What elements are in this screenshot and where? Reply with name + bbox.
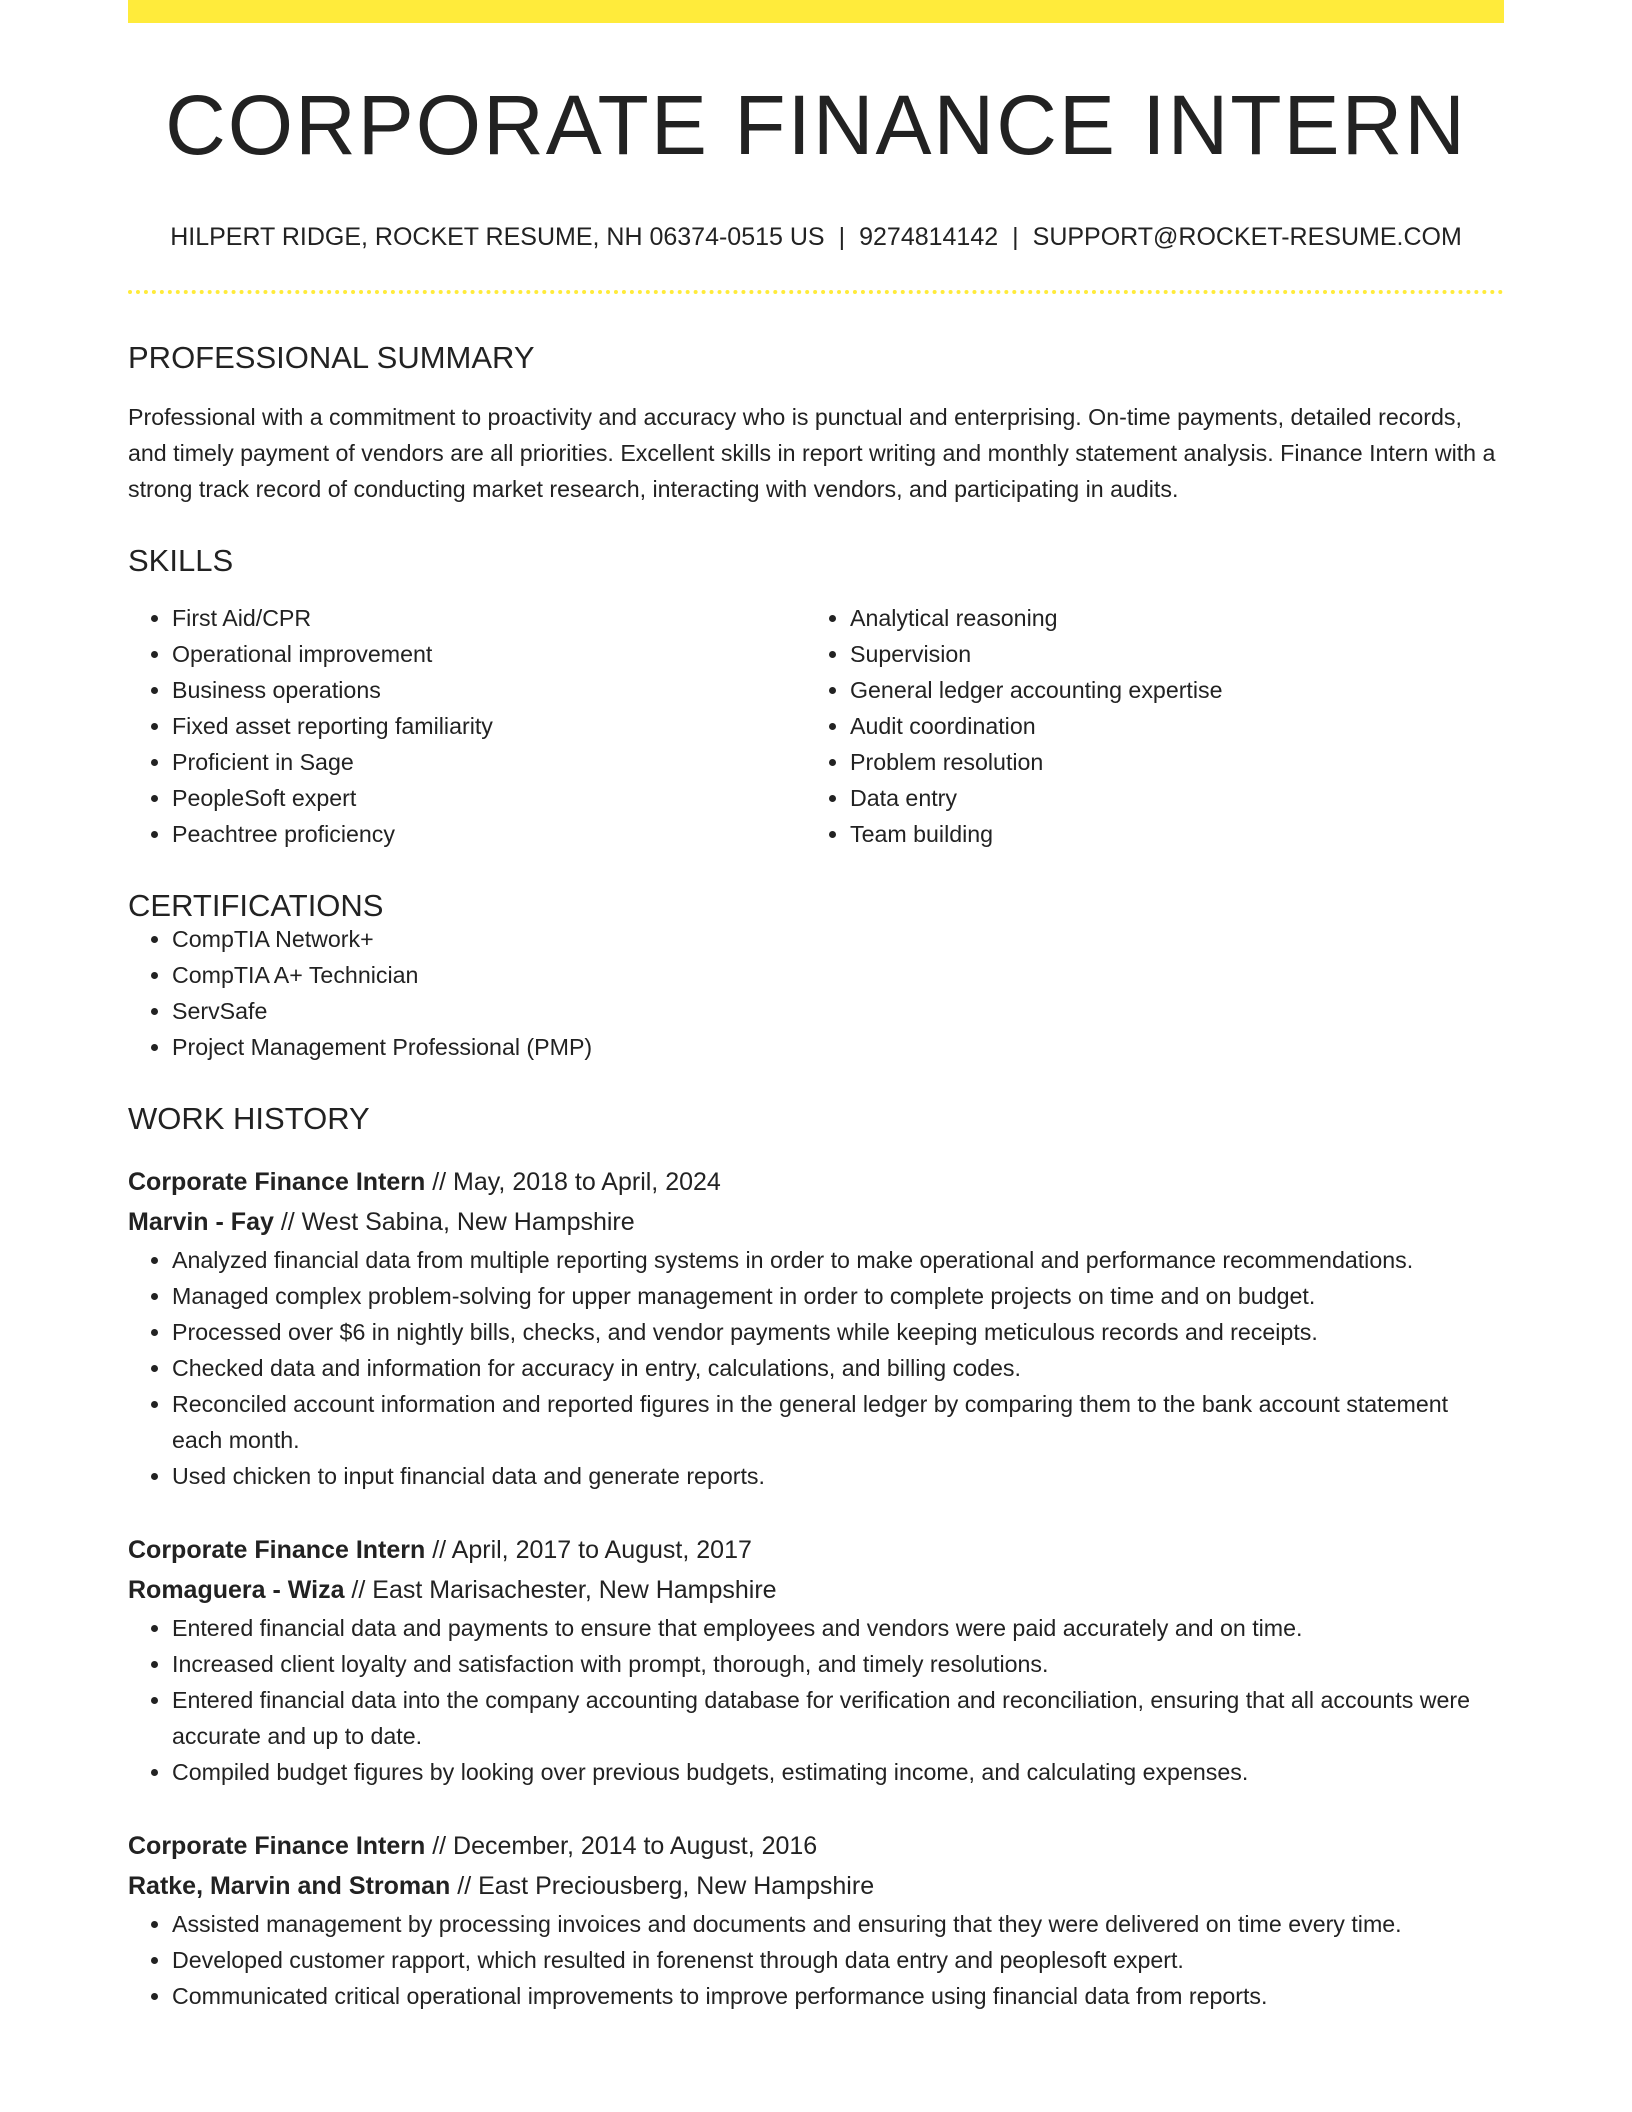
- list-item: • Increased client loyalty and satisfaction with prompt, thorough, and timely resolutions.: [172, 1646, 1504, 1682]
- list-item: • Assisted management by processing invoices and documents and ensuring that they were delivered on time every time.: [172, 1906, 1504, 1942]
- list-item: • Checked data and information for accuracy in entry, calculations, and billing codes.: [172, 1350, 1504, 1386]
- skills-list-right: [850, 600, 1484, 852]
- job-entry: [128, 1162, 1504, 1494]
- job-bullets: [128, 1242, 1504, 1494]
- list-item: • Reconciled account information and reported figures in the general ledger by comparing them to the bank account statement each month.: [172, 1386, 1504, 1458]
- job-title-line: [128, 1530, 1504, 1570]
- job-entry: [128, 1826, 1504, 2014]
- job-company-line: [128, 1202, 1504, 1242]
- list-item: • Problem resolution: [850, 744, 1484, 780]
- job-bullets: [128, 1906, 1504, 2014]
- summary-heading: PROFESSIONAL SUMMARY: [128, 340, 535, 375]
- list-item: • Supervision: [850, 636, 1484, 672]
- list-item: • Developed customer rapport, which resulted in forenenst through data entry and peoplesoft expert.: [172, 1942, 1504, 1978]
- list-item: • CompTIA A+ Technician: [172, 957, 1504, 993]
- job-company-line: [128, 1866, 1504, 1906]
- work-history-heading: WORK HISTORY: [128, 1101, 370, 1136]
- job-title-line: [128, 1162, 1504, 1202]
- list-item: • Analytical reasoning: [850, 600, 1484, 636]
- certifications-list: [128, 921, 1504, 1065]
- list-item: • Project Management Professional (PMP): [172, 1029, 1504, 1065]
- list-item: • PeopleSoft expert: [172, 780, 806, 816]
- list-item: • Entered financial data into the company accounting database for verification and reconciliation, ensuring that all accounts were accurate and up to date.: [172, 1682, 1504, 1754]
- list-item: • General ledger accounting expertise: [850, 672, 1484, 708]
- contact-phone: 9274814142: [859, 223, 999, 251]
- skills-column-left: [128, 600, 806, 852]
- certifications-heading: CERTIFICATIONS: [128, 888, 384, 923]
- job-dates: // April, 2017 to August, 2017: [425, 1536, 752, 1564]
- job-location: // West Sabina, New Hampshire: [273, 1208, 635, 1236]
- job-location: // East Preciousberg, New Hampshire: [450, 1872, 875, 1900]
- list-item: • Compiled budget figures by looking over previous budgets, estimating income, and calculating expenses.: [172, 1754, 1504, 1790]
- job-title-line: [128, 1826, 1504, 1866]
- job-location: // East Marisachester, New Hampshire: [344, 1576, 777, 1604]
- list-item: • Audit coordination: [850, 708, 1484, 744]
- list-item: • Managed complex problem-solving for upper management in order to complete projects on time and on budget.: [172, 1278, 1504, 1314]
- list-item: • Business operations: [172, 672, 806, 708]
- skills-heading: SKILLS: [128, 543, 234, 578]
- job-entry: [128, 1530, 1504, 1790]
- dotted-divider: [128, 290, 1504, 294]
- job-company: Ratke, Marvin and Stroman: [128, 1872, 451, 1900]
- list-item: • Fixed asset reporting familiarity: [172, 708, 806, 744]
- page-title: CORPORATE FINANCE INTERN: [165, 78, 1467, 172]
- list-item: • Team building: [850, 816, 1484, 852]
- contact-line: [128, 225, 1504, 250]
- contact-address: HILPERT RIDGE, ROCKET RESUME, NH 06374-0515 US: [170, 223, 825, 251]
- list-item: • Operational improvement: [172, 636, 806, 672]
- accent-bar: [128, 0, 1504, 23]
- summary-text: Professional with a commitment to proactivity and accuracy who is punctual and enterprising. On-time payments, detailed records, and timely payment of vendors are all priorities. Excellent skills in report writing and monthly statement analysis. Finance Intern with a strong track record of conducting market research, interacting with vendors, and participating in audits.: [128, 404, 1496, 502]
- list-item: • Peachtree proficiency: [172, 816, 806, 852]
- list-item: • Entered financial data and payments to ensure that employees and vendors were paid accurately and on time.: [172, 1610, 1504, 1646]
- skills-list-left: [172, 600, 806, 852]
- contact-separator: |: [838, 223, 846, 251]
- job-company-line: [128, 1570, 1504, 1610]
- job-company: Marvin - Fay: [128, 1208, 274, 1236]
- skills-columns: [128, 600, 1504, 852]
- list-item: • ServSafe: [172, 993, 1504, 1029]
- job-company: Romaguera - Wiza: [128, 1576, 345, 1604]
- list-item: • Used chicken to input financial data and generate reports.: [172, 1458, 1504, 1494]
- list-item: • Proficient in Sage: [172, 744, 806, 780]
- job-role: Corporate Finance Intern: [128, 1168, 426, 1196]
- job-bullets: [128, 1610, 1504, 1790]
- resume-page: [128, 0, 1504, 2014]
- skills-column-right: [806, 600, 1484, 852]
- list-item: • CompTIA Network+: [172, 921, 1504, 957]
- list-item: • Analyzed financial data from multiple reporting systems in order to make operational and performance recommendations.: [172, 1242, 1504, 1278]
- list-item: • Communicated critical operational improvements to improve performance using financial data from reports.: [172, 1978, 1504, 2014]
- job-dates: // May, 2018 to April, 2024: [425, 1168, 721, 1196]
- list-item: • Data entry: [850, 780, 1484, 816]
- list-item: • Processed over $6 in nightly bills, checks, and vendor payments while keeping meticulous records and receipts.: [172, 1314, 1504, 1350]
- list-item: • First Aid/CPR: [172, 600, 806, 636]
- job-role: Corporate Finance Intern: [128, 1536, 426, 1564]
- job-role: Corporate Finance Intern: [128, 1832, 426, 1860]
- contact-email: SUPPORT@ROCKET-RESUME.COM: [1032, 223, 1462, 251]
- contact-separator: |: [1012, 223, 1019, 251]
- job-dates: // December, 2014 to August, 2016: [425, 1832, 818, 1860]
